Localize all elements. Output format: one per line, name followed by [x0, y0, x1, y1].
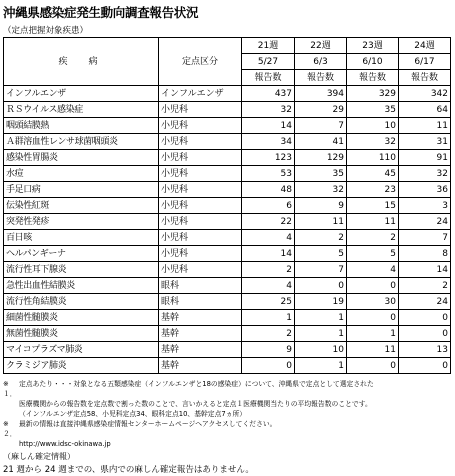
count-cell: 32 — [399, 166, 451, 182]
measles-section-title: （麻しん確定情報） — [3, 452, 75, 461]
disease-name-cell: 突発性発疹 — [4, 214, 159, 230]
unit-header: 報告数 — [295, 70, 347, 86]
count-cell: 1 — [242, 310, 295, 326]
count-cell: 24 — [399, 294, 451, 310]
disease-name-cell: Ａ群溶血性レンサ球菌咽頭炎 — [4, 134, 159, 150]
disease-name-cell: 百日咳 — [4, 230, 159, 246]
count-cell: 0 — [399, 358, 451, 374]
count-cell: 9 — [242, 342, 295, 358]
count-cell: 32 — [242, 102, 295, 118]
unit-header: 報告数 — [347, 70, 399, 86]
disease-name-cell: 伝染性紅斑 — [4, 198, 159, 214]
category-cell: 基幹 — [159, 342, 242, 358]
disease-name-cell: 水痘 — [4, 166, 159, 182]
date-header: 6/17 — [399, 54, 451, 70]
category-cell: 眼科 — [159, 294, 242, 310]
category-header: 定点区分 — [159, 38, 242, 86]
count-cell: 10 — [347, 118, 399, 134]
table-row — [4, 262, 451, 278]
category-cell: 小児科 — [159, 246, 242, 262]
count-cell: 1 — [295, 310, 347, 326]
category-cell: 小児科 — [159, 262, 242, 278]
report-table — [3, 37, 451, 374]
count-cell: 64 — [399, 102, 451, 118]
week-header: 22週 — [295, 38, 347, 54]
measles-section-body: 21 週から 24 週までの、県内での麻しん確定報告はありません。 — [3, 465, 254, 475]
report-table-body — [4, 86, 451, 374]
category-cell: 小児科 — [159, 150, 242, 166]
disease-name-cell: 咽頭結膜熱 — [4, 118, 159, 134]
table-row — [4, 102, 451, 118]
footnote-2-url: http://www.idsc-okinawa.jp — [19, 440, 111, 448]
count-cell: 3 — [399, 198, 451, 214]
week-header: 23週 — [347, 38, 399, 54]
footnote-2-line-1: 最新の情報は直接沖縄県感染症情報センターホームページへアクセスしてください。 — [19, 420, 277, 428]
count-cell: 1 — [295, 358, 347, 374]
count-cell: 9 — [295, 198, 347, 214]
count-cell: 4 — [347, 262, 399, 278]
count-cell: 0 — [295, 278, 347, 294]
disease-name-cell: ヘルパンギーナ — [4, 246, 159, 262]
count-cell: 329 — [347, 86, 399, 102]
count-cell: 23 — [347, 182, 399, 198]
count-cell: 123 — [242, 150, 295, 166]
footnote-1 — [3, 379, 452, 399]
category-cell: インフルエンザ — [159, 86, 242, 102]
table-row — [4, 294, 451, 310]
count-cell: 0 — [347, 358, 399, 374]
table-row — [4, 342, 451, 358]
table-row — [4, 198, 451, 214]
count-cell: 45 — [347, 166, 399, 182]
count-cell: 14 — [242, 246, 295, 262]
count-cell: 7 — [295, 262, 347, 278]
count-cell: 0 — [399, 310, 451, 326]
count-cell: 5 — [347, 246, 399, 262]
unit-header: 報告数 — [242, 70, 295, 86]
disease-name-cell: 流行性耳下腺炎 — [4, 262, 159, 278]
count-cell: 30 — [347, 294, 399, 310]
count-cell: 2 — [295, 230, 347, 246]
date-header: 5/27 — [242, 54, 295, 70]
count-cell: 11 — [399, 118, 451, 134]
count-cell: 53 — [242, 166, 295, 182]
count-cell: 1 — [295, 326, 347, 342]
disease-header: 疾 病 — [4, 38, 159, 86]
category-cell: 小児科 — [159, 166, 242, 182]
count-cell: 24 — [399, 214, 451, 230]
page-title: 沖縄県感染症発生動向調査報告状況 — [3, 5, 199, 20]
count-cell: 342 — [399, 86, 451, 102]
disease-name-cell: ＲＳウイルス感染症 — [4, 102, 159, 118]
footnote-1-mark: ※１． — [3, 380, 17, 398]
count-cell: 7 — [295, 118, 347, 134]
count-cell: 1 — [347, 326, 399, 342]
footnote-1-line-2: 医療機関からの報告数を定点数で割った数のことで、言いかえると定点１医療機関当たりの平均報告数のことです。 — [19, 400, 372, 408]
table-row — [4, 310, 451, 326]
category-cell: 小児科 — [159, 118, 242, 134]
count-cell: 110 — [347, 150, 399, 166]
count-cell: 19 — [295, 294, 347, 310]
count-cell: 13 — [399, 342, 451, 358]
footnote-2 — [3, 419, 452, 439]
count-cell: 4 — [242, 278, 295, 294]
table-row — [4, 230, 451, 246]
count-cell: 129 — [295, 150, 347, 166]
count-cell: 437 — [242, 86, 295, 102]
count-cell: 14 — [399, 262, 451, 278]
count-cell: 31 — [399, 134, 451, 150]
count-cell: 36 — [399, 182, 451, 198]
table-row — [4, 182, 451, 198]
count-cell: 32 — [347, 134, 399, 150]
count-cell: 34 — [242, 134, 295, 150]
count-cell: 0 — [399, 326, 451, 342]
count-cell: 14 — [242, 118, 295, 134]
disease-name-cell: 感染性胃腸炎 — [4, 150, 159, 166]
count-cell: 5 — [295, 246, 347, 262]
footnote-1-line-1: 定点あたり・・・対象となる五類感染症（インフルエンザと18の感染症）について、沖縄県で定点として選定された — [19, 380, 374, 388]
week-header: 21週 — [242, 38, 295, 54]
table-row — [4, 214, 451, 230]
count-cell: 11 — [347, 342, 399, 358]
table-row — [4, 166, 451, 182]
category-cell: 眼科 — [159, 278, 242, 294]
count-cell: 25 — [242, 294, 295, 310]
date-header: 6/10 — [347, 54, 399, 70]
category-cell: 小児科 — [159, 102, 242, 118]
count-cell: 11 — [347, 214, 399, 230]
count-cell: 29 — [295, 102, 347, 118]
count-cell: 2 — [347, 230, 399, 246]
count-cell: 35 — [295, 166, 347, 182]
count-cell: 2 — [399, 278, 451, 294]
date-header: 6/3 — [295, 54, 347, 70]
disease-name-cell: マイコプラズマ肺炎 — [4, 342, 159, 358]
category-cell: 小児科 — [159, 230, 242, 246]
count-cell: 35 — [347, 102, 399, 118]
table-row — [4, 278, 451, 294]
table-row — [4, 150, 451, 166]
disease-name-cell: 手足口病 — [4, 182, 159, 198]
footnotes — [3, 379, 452, 449]
count-cell: 7 — [399, 230, 451, 246]
table-row — [4, 134, 451, 150]
disease-name-cell: 細菌性髄膜炎 — [4, 310, 159, 326]
count-cell: 22 — [242, 214, 295, 230]
count-cell: 15 — [347, 198, 399, 214]
table-row — [4, 358, 451, 374]
disease-name-cell: 急性出血性結膜炎 — [4, 278, 159, 294]
category-cell: 基幹 — [159, 310, 242, 326]
disease-name-cell: インフルエンザ — [4, 86, 159, 102]
disease-name-cell: 流行性角結膜炎 — [4, 294, 159, 310]
disease-name-cell: クラミジア肺炎 — [4, 358, 159, 374]
count-cell: 10 — [295, 342, 347, 358]
count-cell: 48 — [242, 182, 295, 198]
category-cell: 小児科 — [159, 182, 242, 198]
footnote-1-line-3: （インフルエンザ定点58、小児科定点34、眼科定点10、基幹定点7ヵ所） — [19, 410, 247, 418]
table-row — [4, 326, 451, 342]
count-cell: 394 — [295, 86, 347, 102]
count-cell: 11 — [295, 214, 347, 230]
count-cell: 0 — [242, 358, 295, 374]
count-cell: 4 — [242, 230, 295, 246]
category-cell: 小児科 — [159, 198, 242, 214]
category-cell: 小児科 — [159, 134, 242, 150]
table-row — [4, 86, 451, 102]
category-cell: 基幹 — [159, 358, 242, 374]
count-cell: 2 — [242, 262, 295, 278]
count-cell: 32 — [295, 182, 347, 198]
count-cell: 6 — [242, 198, 295, 214]
count-cell: 8 — [399, 246, 451, 262]
count-cell: 0 — [347, 310, 399, 326]
count-cell: 0 — [347, 278, 399, 294]
disease-name-cell: 無菌性髄膜炎 — [4, 326, 159, 342]
week-header: 24週 — [399, 38, 451, 54]
table-row — [4, 118, 451, 134]
category-cell: 基幹 — [159, 326, 242, 342]
count-cell: 41 — [295, 134, 347, 150]
footnote-2-mark: ※２． — [3, 420, 17, 438]
category-cell: 小児科 — [159, 214, 242, 230]
count-cell: 91 — [399, 150, 451, 166]
table-row — [4, 246, 451, 262]
unit-header: 報告数 — [399, 70, 451, 86]
page-subtitle: （定点把握対象疾患） — [3, 26, 89, 36]
count-cell: 2 — [242, 326, 295, 342]
